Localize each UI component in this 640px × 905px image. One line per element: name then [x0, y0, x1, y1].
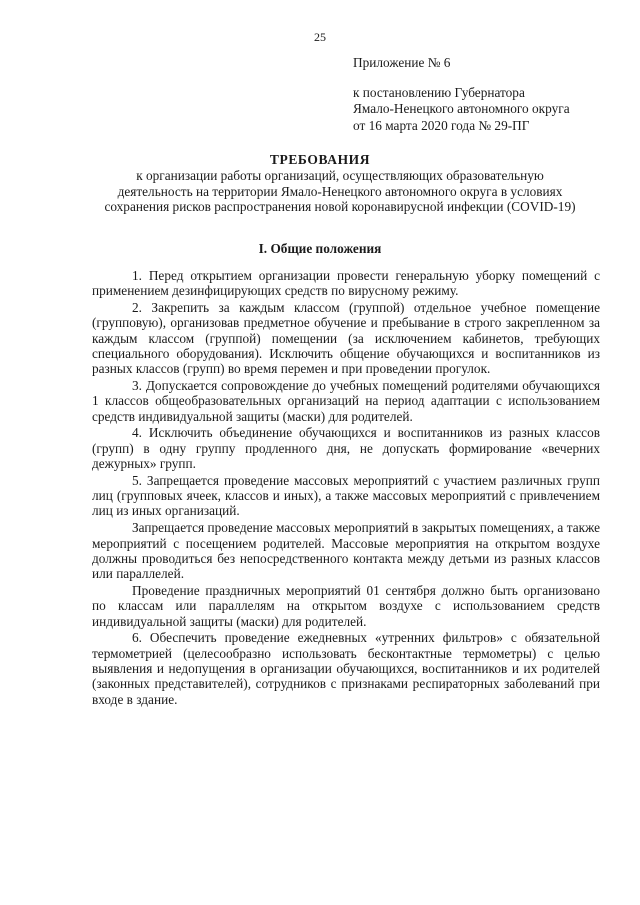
paragraph: 3. Допускается сопровождение до учебных помещений родителями обучающихся 1 классов общеобразовательных организаций на период адаптации с использованием средств индивидуальной защиты (маски) для родителей.: [92, 378, 600, 424]
paragraph: Запрещается проведение массовых мероприятий в закрытых помещениях, а также мероприятий с посещением родителей. Массовые мероприятия на открытом воздухе должны проводиться без непосредственного контакта между детьми из разных классов или параллелей.: [92, 520, 600, 582]
page-number: 25: [314, 30, 326, 44]
appendix-number: Приложение № 6: [353, 55, 451, 70]
paragraph: 1. Перед открытием организации провести генеральную уборку помещений с применением дезинфицирующих средств по вирусному режиму.: [92, 268, 600, 299]
appendix-line: к постановлению Губернатора: [353, 84, 525, 100]
paragraph: 2. Закрепить за каждым классом (группой) отдельное учебное помещение (групповую), организовав предметное обучение и пребывание в строго закрепленном за каждым классом (группой) помещении (за исключением кабинетов, требующих специального оборудования). Исключить общение обучающихся и воспитанников из разных классов (групп) во время перемен и при проведении прогулок.: [92, 300, 600, 377]
appendix-line: от 16 марта 2020 года № 29-ПГ: [353, 117, 530, 133]
paragraph: 6. Обеспечить проведение ежедневных «утренних фильтров» с обязательной термометрией (целесообразно использовать бесконтактные термометры) с целью выявления и недопущения в организации обучающихся, воспитанников и их родителей (законных представителей), сотрудников с признаками респираторных заболеваний при входе в здание.: [92, 630, 600, 707]
appendix-block: [353, 55, 570, 134]
document-body: [92, 268, 600, 708]
appendix-line: Ямало-Ненецкого автономного округа: [353, 101, 570, 116]
section-heading: I. Общие положения: [258, 241, 382, 256]
paragraph: 4. Исключить объединение обучающихся и воспитанников из разных классов (групп) в одну группу продленного дня, не допускать формирование «вечерних дежурных» групп.: [92, 425, 600, 472]
document-title: ТРЕБОВАНИЯ: [269, 152, 371, 167]
document-subtitle: к организации работы организаций, осуществляющих образовательную деятельность на территории Ямало-Ненецкого автономного округа в условиях сохранения рисков распространения новой коронавирусной инфекции (COVID-19): [104, 168, 576, 214]
paragraph: Проведение праздничных мероприятий 01 сентября должно быть организовано по классам или параллелям на открытом воздухе с использованием средств индивидуальной защиты (маски) для родителей.: [92, 582, 600, 629]
paragraph: 5. Запрещается проведение массовых мероприятий с участием различных групп лиц (групповых ячеек, классов и иных), а также массовых мероприятий с привлечением лиц из иных организаций.: [92, 472, 600, 519]
